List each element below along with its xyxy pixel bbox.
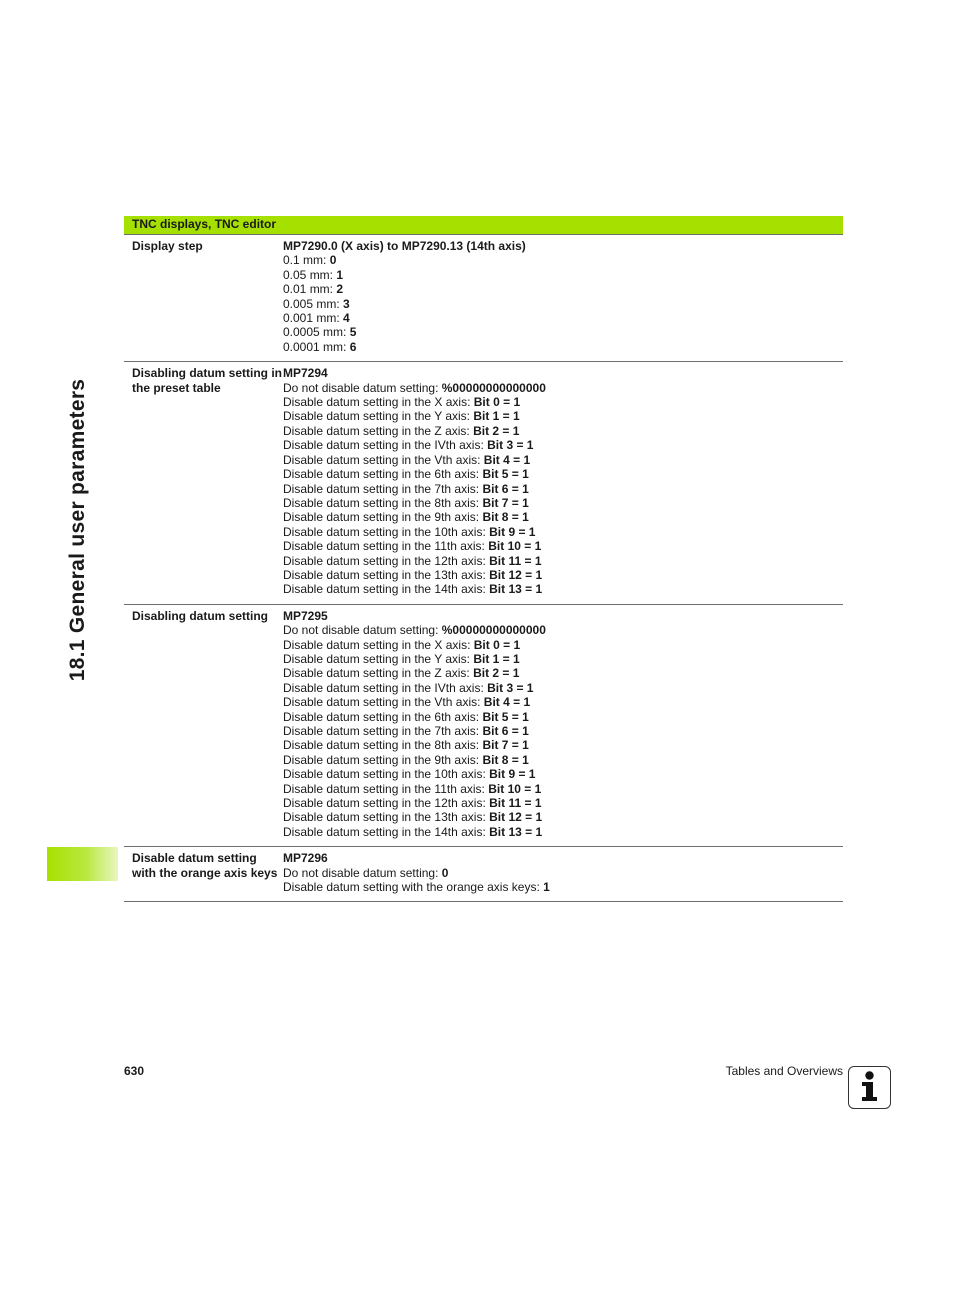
- option-line: 0.0005 mm: 5: [283, 325, 357, 340]
- option-line: Disable datum setting in the Y axis: Bit 1 = 1: [283, 651, 520, 666]
- option-line: Disable datum setting in the 8th axis: Bit 7 = 1: [283, 738, 529, 753]
- option-line: Disable datum setting in the 14th axis: Bit 13 = 1: [283, 824, 543, 839]
- option-line: Disable datum setting in the 6th axis: Bit 5 = 1: [283, 467, 529, 482]
- option-line: Disable datum setting in the 9th axis: Bit 8 = 1: [283, 752, 529, 767]
- parameter-table: [124, 216, 843, 902]
- option-line: 0.005 mm: 3: [283, 296, 350, 311]
- option-line: 0.1 mm: 0: [283, 253, 337, 268]
- option-line: 0.0001 mm: 6: [283, 339, 357, 354]
- option-line: Disable datum setting in the Y axis: Bit 1 = 1: [283, 409, 520, 424]
- machine-parameter-id: MP7295: [283, 608, 328, 623]
- option-line: Disable datum setting in the Z axis: Bit 2 = 1: [283, 666, 520, 681]
- option-line: Disable datum setting in the 13th axis: Bit 12 = 1: [283, 810, 543, 825]
- option-line: Disable datum setting in the 13th axis: Bit 12 = 1: [283, 567, 543, 582]
- option-line: 0.05 mm: 1: [283, 267, 344, 282]
- row-label: Disable datum setting with the orange axis keys: [132, 851, 278, 880]
- option-line: Disable datum setting in the 6th axis: Bit 5 = 1: [283, 709, 529, 724]
- option-line: Disable datum setting in the Vth axis: Bit 4 = 1: [283, 452, 531, 467]
- row-content: [283, 609, 843, 840]
- option-line: Disable datum setting in the 14th axis: Bit 13 = 1: [283, 582, 543, 597]
- option-line: Do not disable datum setting: %00000000000000: [283, 380, 546, 395]
- table-row: [124, 235, 843, 362]
- option-line: Disable datum setting in the Z axis: Bit 2 = 1: [283, 423, 520, 438]
- option-line: Disable datum setting in the IVth axis: Bit 3 = 1: [283, 438, 534, 453]
- option-line: Do not disable datum setting: 0: [283, 865, 449, 880]
- row-content: [283, 366, 843, 597]
- option-line: Disable datum setting in the 12th axis: Bit 11 = 1: [283, 553, 542, 568]
- row-content: [283, 239, 843, 354]
- option-line: 0.01 mm: 2: [283, 282, 344, 297]
- option-line: Disable datum setting in the 11th axis: Bit 10 = 1: [283, 539, 542, 554]
- option-line: Disable datum setting in the X axis: Bit 0 = 1: [283, 637, 521, 652]
- option-line: Disable datum setting in the 7th axis: Bit 6 = 1: [283, 724, 529, 738]
- option-line: Disable datum setting with the orange axis keys: 1: [283, 880, 550, 895]
- option-line: Disable datum setting in the 8th axis: Bit 7 = 1: [283, 495, 529, 510]
- option-line: Disable datum setting in the 9th axis: Bit 8 = 1: [283, 510, 529, 525]
- option-line: Disable datum setting in the 12th axis: Bit 11 = 1: [283, 796, 542, 811]
- table-header: TNC displays, TNC editor: [124, 216, 843, 235]
- machine-parameter-id: MP7294: [283, 366, 328, 381]
- option-line: Disable datum setting in the X axis: Bit 0 = 1: [283, 395, 521, 410]
- option-line: Disable datum setting in the IVth axis: Bit 3 = 1: [283, 680, 534, 695]
- footer-section-title: Tables and Overviews: [725, 1064, 843, 1078]
- chapter-tab-marker: [47, 847, 118, 881]
- page-number: 630: [124, 1064, 145, 1078]
- option-line: Disable datum setting in the Vth axis: Bit 4 = 1: [283, 695, 531, 710]
- row-label: Display step: [132, 239, 203, 253]
- row-label: Disabling datum setting: [132, 608, 269, 623]
- option-line: Disable datum setting in the 10th axis: Bit 9 = 1: [283, 524, 536, 539]
- option-line: Do not disable datum setting: %00000000000000: [283, 623, 546, 638]
- option-line: Disable datum setting in the 10th axis: Bit 9 = 1: [283, 767, 536, 782]
- option-line: Disable datum setting in the 7th axis: Bit 6 = 1: [283, 481, 529, 496]
- info-icon: [848, 1066, 891, 1109]
- machine-parameter-id: MP7290.0 (X axis) to MP7290.13 (14th axis): [283, 239, 526, 253]
- option-line: Disable datum setting in the 11th axis: Bit 10 = 1: [283, 781, 542, 796]
- machine-parameter-id: MP7296: [283, 851, 328, 866]
- table-row: [124, 605, 843, 848]
- side-chapter-title: 18.1 General user parameters: [66, 378, 89, 682]
- table-row: [124, 847, 843, 902]
- row-content: [283, 851, 843, 894]
- option-line: 0.001 mm: 4: [283, 311, 350, 326]
- table-row: [124, 362, 843, 605]
- row-label: Disabling datum setting in the preset table: [132, 366, 283, 395]
